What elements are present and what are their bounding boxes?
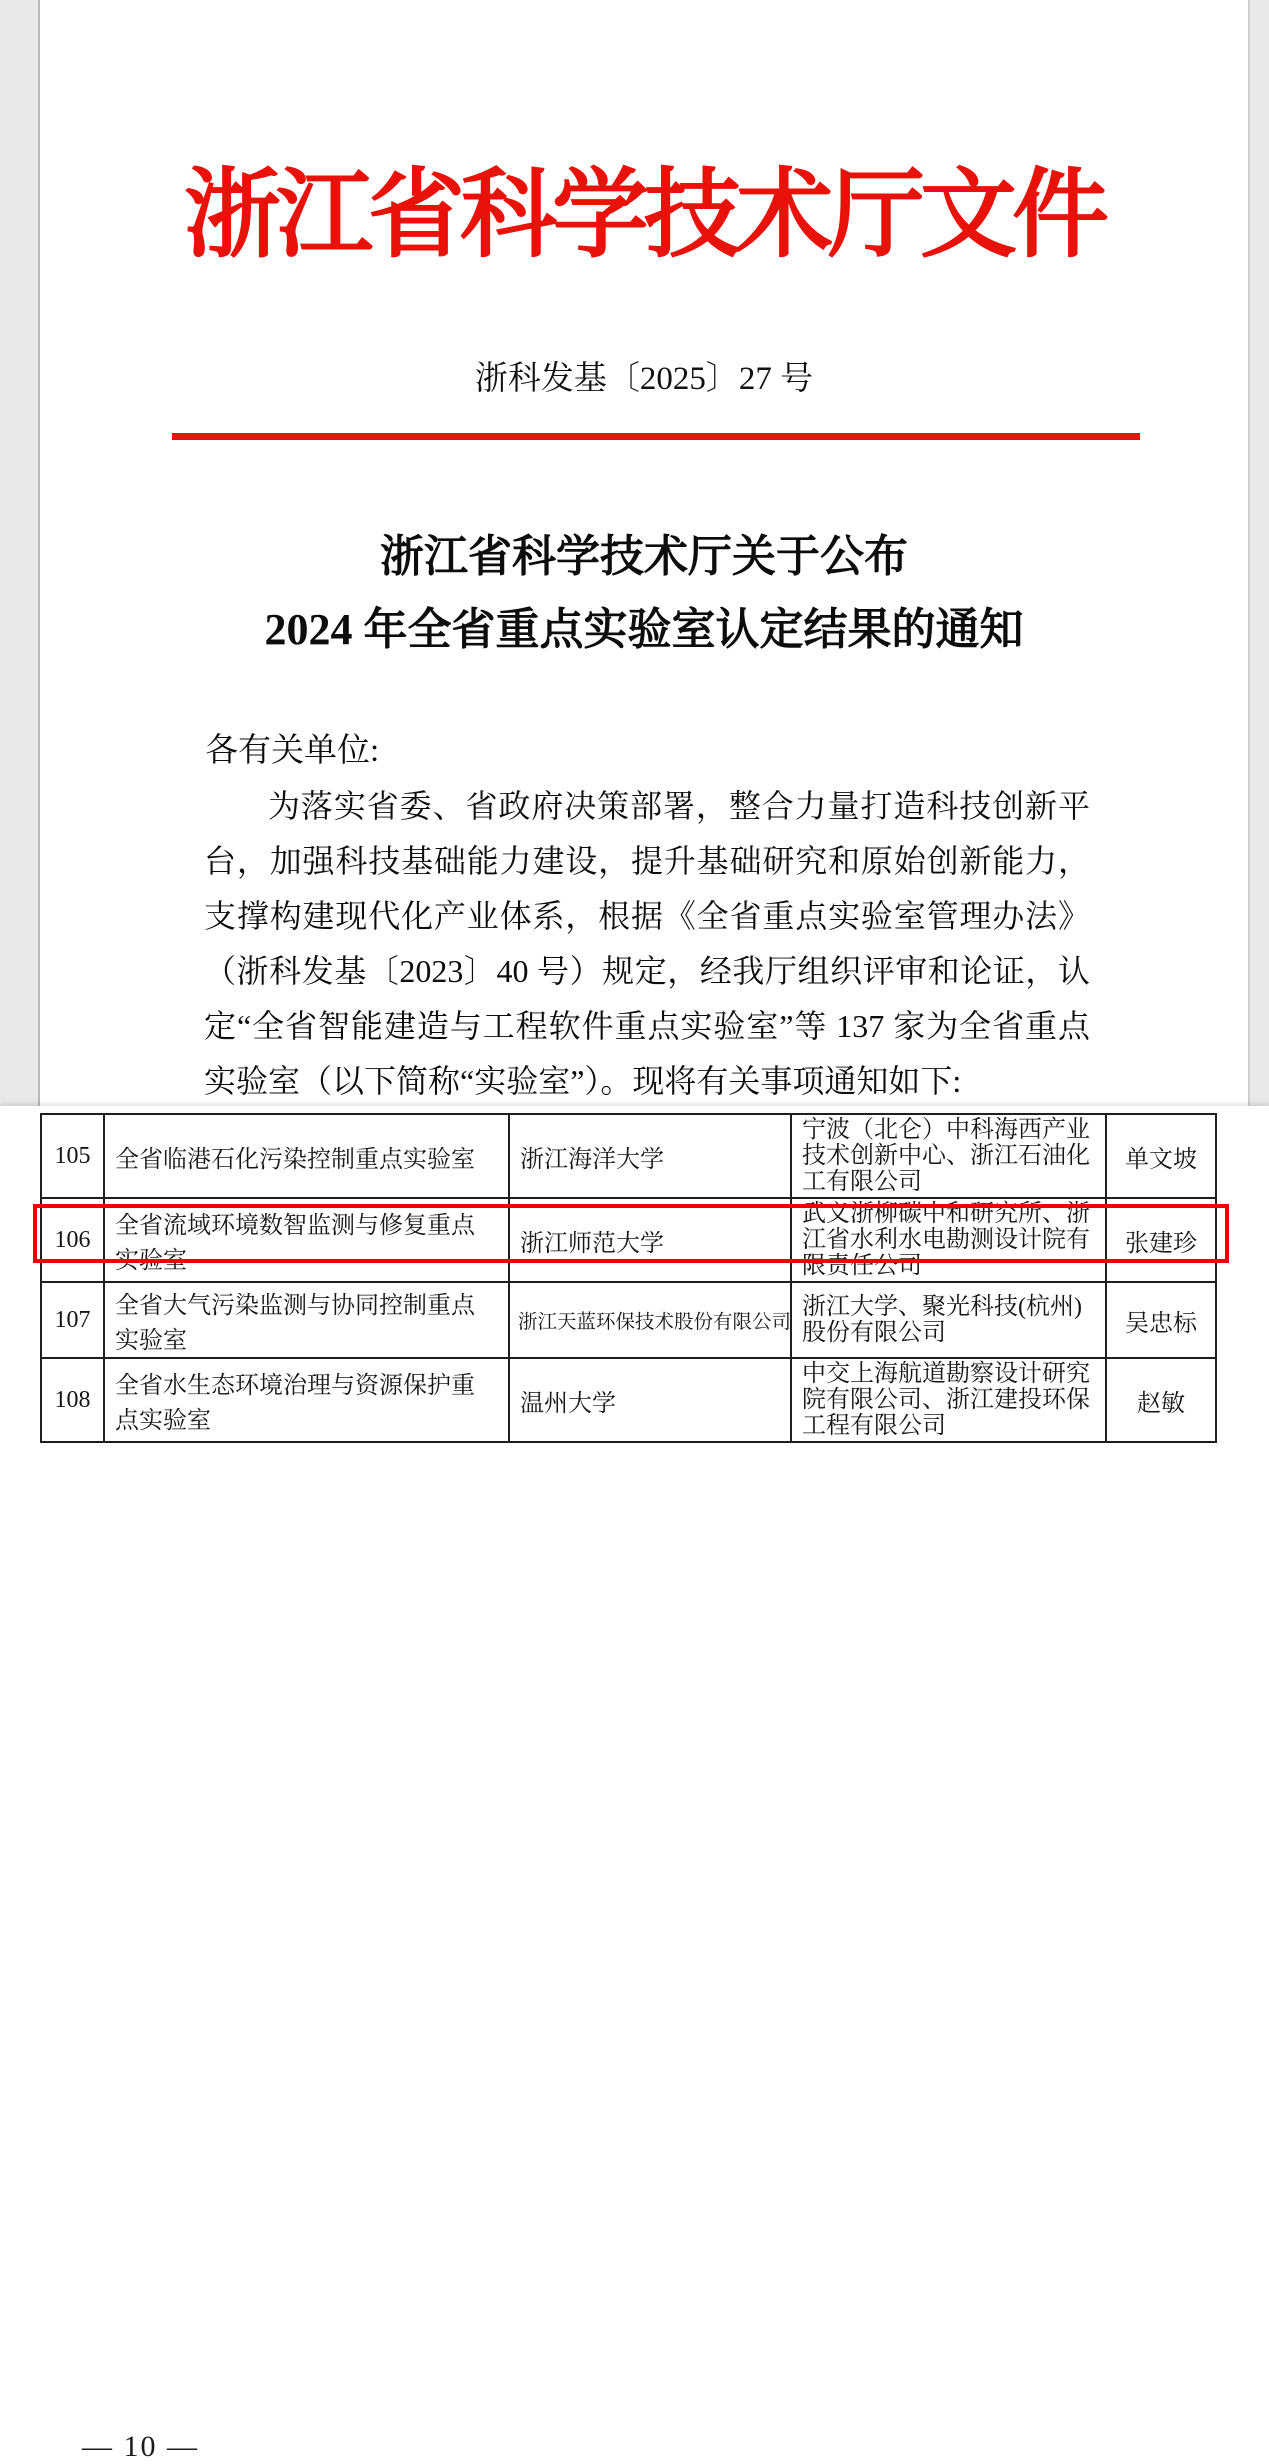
table-row xyxy=(41,1358,1216,1442)
body-paragraph: 为落实省委、省政府决策部署，整合力量打造科技创新平台，加强科技基础能力建设，提升基础研究和原始创新能力，支撑构建现代化产业体系，根据《全省重点实验室管理办法》（浙科发基〔2023〕40 号）规定，经我厅组织评审和论证，认定“全省智能建造与工程软件重点实验室”等 137 家为全省重点实验室（以下简称“实验室”）。现将有关事项通知如下: xyxy=(204,788,1090,1099)
letterhead-divider-rule xyxy=(172,433,1140,440)
cell-director: 单文坡 xyxy=(1106,1114,1216,1198)
document-number: 浙科发基〔2025〕27 号 xyxy=(474,361,814,397)
notice-title xyxy=(40,520,1248,666)
lab-table-section xyxy=(0,1106,1269,2463)
cell-lab-name: 全省流域环境数智监测与修复重点实验室 xyxy=(104,1198,509,1282)
page-right-margin-shadow xyxy=(1248,0,1269,1106)
table-row-highlighted xyxy=(41,1282,1216,1358)
cell-partners: 中交上海航道勘察设计研究院有限公司、浙江建投环保工程有限公司 xyxy=(791,1358,1106,1442)
cell-row-number: 106 xyxy=(41,1198,104,1282)
cell-row-number: 107 xyxy=(41,1282,104,1358)
table-row xyxy=(41,1198,1216,1282)
cell-lab-name: 全省水生态环境治理与资源保护重点实验室 xyxy=(104,1358,509,1442)
cell-partners: 宁波（北仑）中科海西产业技术创新中心、浙江石油化工有限公司 xyxy=(791,1114,1106,1198)
notice-title-line2: 2024 年全省重点实验室认定结果的通知 xyxy=(264,605,1024,654)
cell-row-number: 108 xyxy=(41,1358,104,1442)
cell-director: 赵敏 xyxy=(1106,1358,1216,1442)
cell-director: 吴忠标 xyxy=(1106,1282,1216,1358)
cell-director: 张建珍 xyxy=(1106,1198,1216,1282)
page-number: — 10 — xyxy=(82,2430,199,2463)
page-left-margin-shadow xyxy=(0,0,40,1106)
lab-table xyxy=(40,1113,1217,1443)
cell-row-number: 105 xyxy=(41,1114,104,1198)
letterhead-title: 浙江省科学技术厅文件 xyxy=(184,162,1104,269)
salutation: 各有关单位: xyxy=(205,733,380,769)
cell-institution: 温州大学 xyxy=(509,1358,791,1442)
table-row xyxy=(41,1114,1216,1198)
notice-title-line1: 浙江省科学技术厅关于公布 xyxy=(380,532,908,581)
cell-institution: 浙江天蓝环保技术股份有限公司 xyxy=(509,1282,791,1358)
cell-lab-name: 全省大气污染监测与协同控制重点实验室 xyxy=(104,1282,509,1358)
cell-partners: 浙江大学、聚光科技(杭州)股份有限公司 xyxy=(791,1282,1106,1358)
cell-partners: 武义浙柳碳中和研究所、浙江省水利水电勘测设计院有限责任公司 xyxy=(791,1198,1106,1282)
cell-institution: 浙江师范大学 xyxy=(509,1198,791,1282)
cell-lab-name: 全省临港石化污染控制重点实验室 xyxy=(104,1114,509,1198)
cell-institution: 浙江海洋大学 xyxy=(509,1114,791,1198)
